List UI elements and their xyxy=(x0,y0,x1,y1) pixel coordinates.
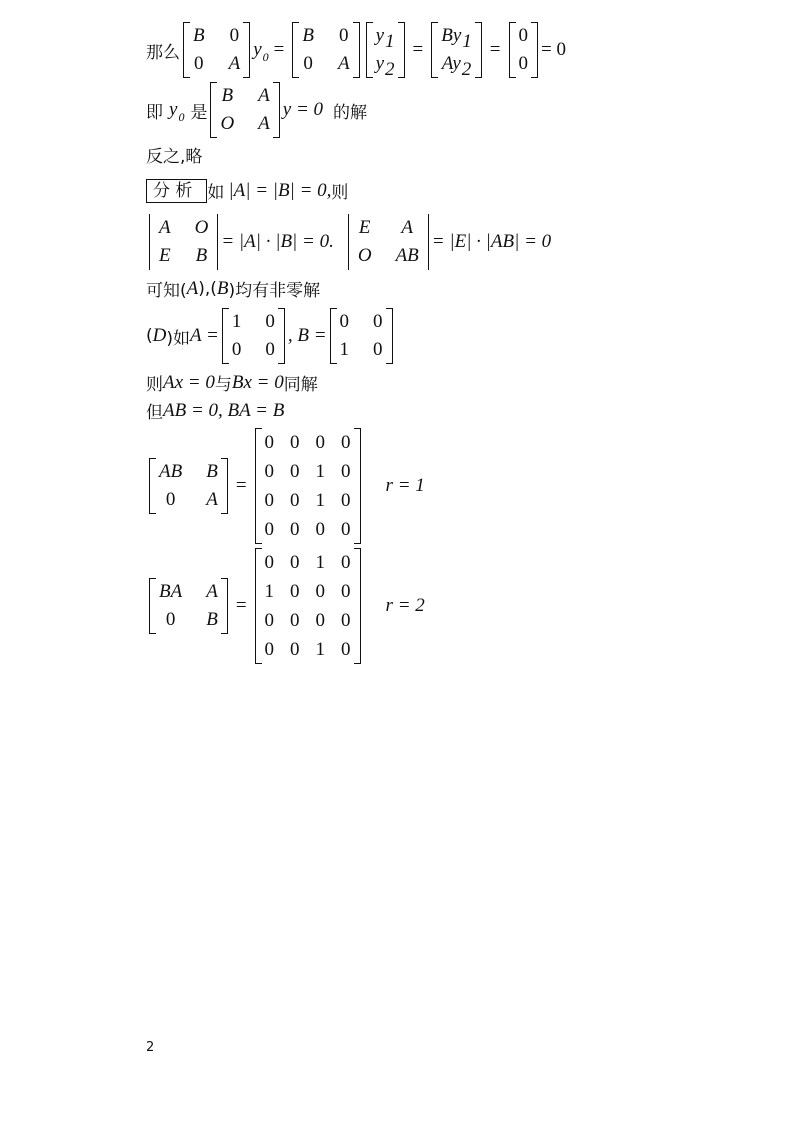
equation-line-2: 即 $y_0$ 是 B A O A y = 0 的解 xyxy=(146,82,367,138)
text-line-8: 则 Ax = 0 与 Bx = 0 同解 xyxy=(146,371,318,395)
text-line-3: 反之,略 xyxy=(146,147,203,167)
matrix-block-diag: B 0 0 A xyxy=(183,22,250,78)
block-matrix-ABB0A: AB B 0 A xyxy=(149,458,228,514)
matrix-BAOA: B A O A xyxy=(210,82,279,138)
text-line-6: 可知( A ),( B )均有非零解 xyxy=(146,277,321,301)
rank-label-2: r = 2 xyxy=(385,595,425,616)
analysis-bracket: 分 析 xyxy=(146,179,198,203)
rank-block-1: AB B 0 A = 0 0 0 0 0 0 1 0 0 0 1 0 0 0 0 0 r = 1 xyxy=(146,428,425,544)
matrix-block-diag-2: B 0 0 A xyxy=(292,22,359,78)
block-matrix-BAA0B: BA A 0 B xyxy=(149,578,228,634)
rank-label-1: r = 1 xyxy=(385,475,425,496)
text-prefix: 那么 xyxy=(146,42,180,63)
matrix-4x4-2: 0 0 1 0 1 0 0 0 0 0 0 0 0 0 1 0 xyxy=(255,548,361,664)
var-y0: $y_0$ xyxy=(253,39,269,64)
rank-block-2: BA A 0 B = 0 0 1 0 1 0 0 0 0 0 0 0 0 0 1 0 r = 2 xyxy=(146,548,425,664)
matrix-B: 0 0 1 0 xyxy=(330,308,393,364)
example-line: ( D )如 A = 1 0 0 0 , B = 0 0 1 0 xyxy=(146,308,396,364)
vector-zero: 0 0 xyxy=(509,22,539,78)
determinant-line: A O E B = |A| · |B| = 0. E A O AB = |E| · |AB| = 0 xyxy=(146,214,551,270)
determinant-AOEB: A O E B xyxy=(149,214,218,270)
matrix-4x4-1: 0 0 0 0 0 0 1 0 0 0 1 0 0 0 0 0 xyxy=(255,428,361,544)
text-line-9: 但 AB = 0, BA = B xyxy=(146,399,285,423)
analysis-line: 分 析 如 |A| = |B| = 0, 则 xyxy=(146,178,348,203)
vector-product: By1 Ay2 xyxy=(431,22,482,78)
eq-tail: = 0 xyxy=(541,39,566,60)
determinant-EAOAB: E A O AB xyxy=(348,214,429,270)
vector-y: y1 y2 xyxy=(366,22,405,78)
matrix-A: 1 0 0 0 xyxy=(222,308,285,364)
equation-line-1: 那么 B 0 0 A $y_0$ = B 0 0 A y1 y2 = By1 Ay2 = 0 0 = 0 xyxy=(146,22,566,78)
page-number: 2 xyxy=(146,1040,155,1055)
